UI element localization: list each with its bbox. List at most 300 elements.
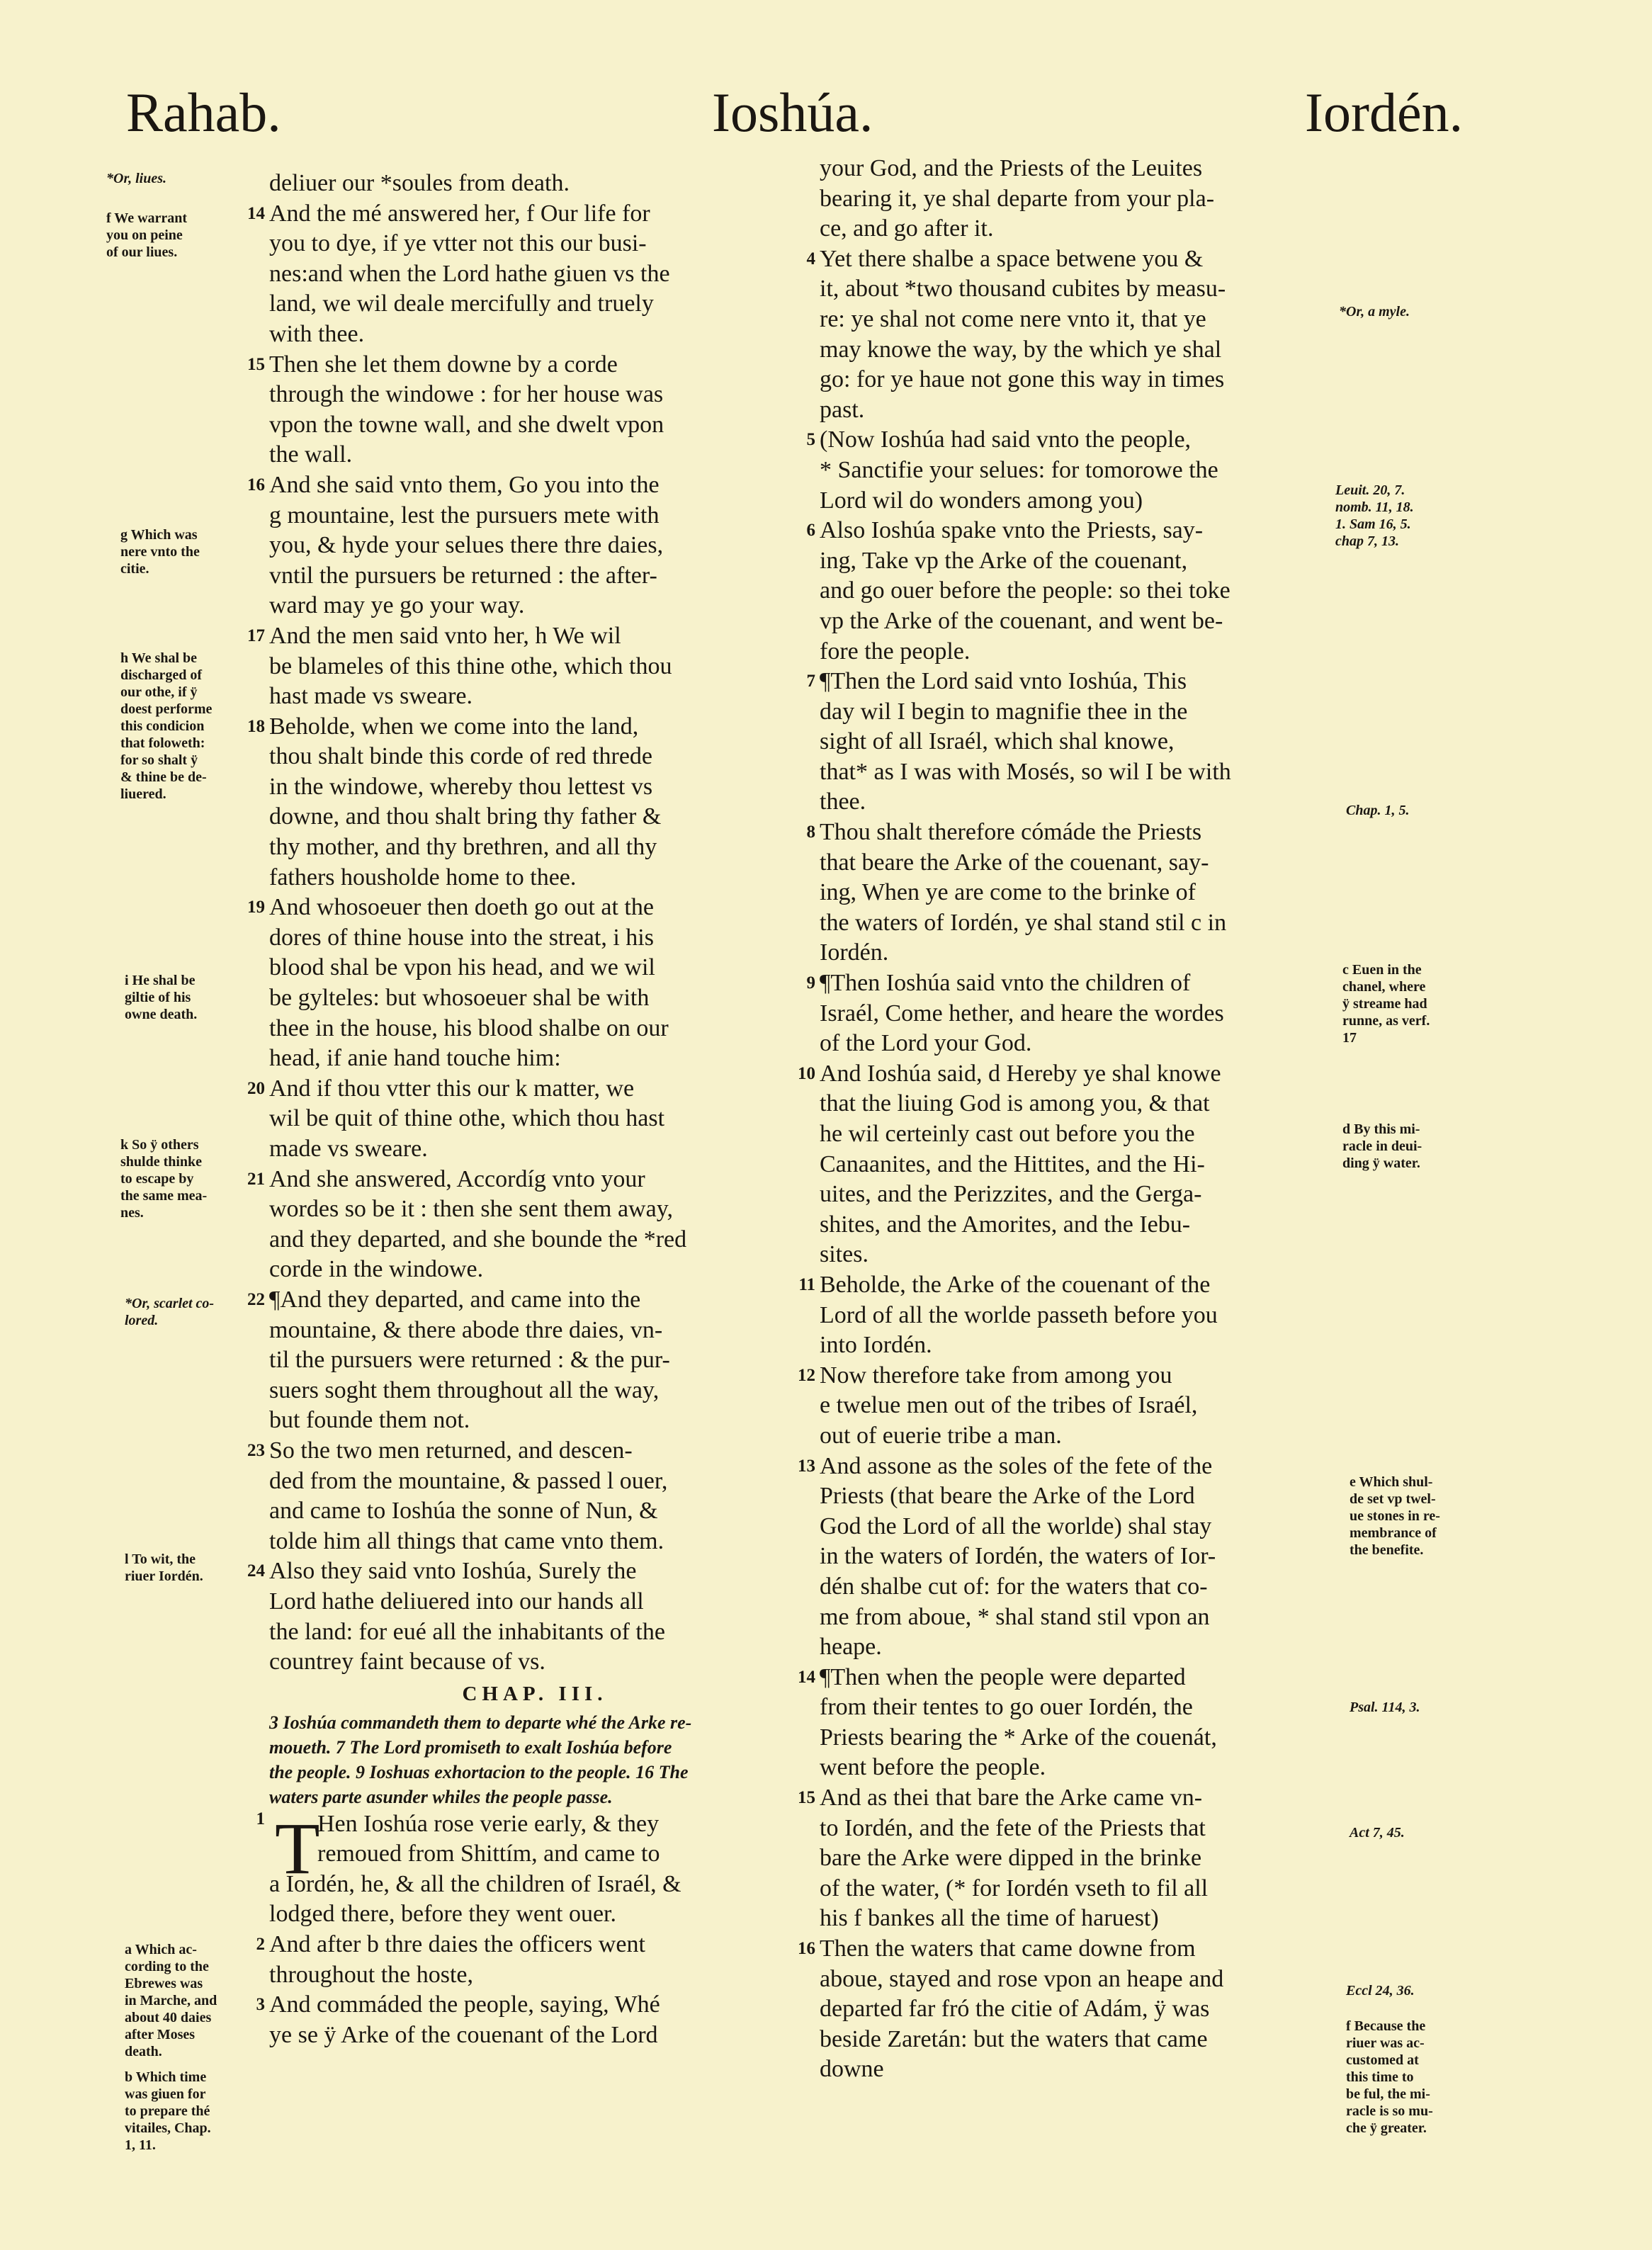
line-text: dén shalbe cut of: for the waters that co- [820, 1573, 1208, 1600]
text-line [820, 1481, 1340, 1512]
text-line [269, 501, 800, 531]
verse-number: 6 [806, 521, 815, 541]
line-text: fathers housholde home to thee. [269, 864, 577, 891]
text-line [820, 1904, 1340, 1934]
line-text: mountaine, & there abode thre daies, vn- [269, 1316, 663, 1343]
text-line [269, 531, 800, 561]
text-line [247, 199, 800, 230]
verse-number: 17 [247, 626, 265, 645]
text-line [269, 1587, 800, 1617]
line-text: day wil I begin to magnifie thee in the [820, 698, 1188, 725]
text-line [820, 1723, 1340, 1753]
line-text: vp the Arke of the couenant, and went be- [820, 607, 1223, 634]
line-text: through the windowe : for her house was [269, 381, 664, 408]
line-text: So the two men returned, and descen- [269, 1437, 633, 1464]
text-line [820, 1240, 1340, 1270]
line-text: be gylteles: but whosoeuer shal be with [269, 985, 650, 1012]
text-line [247, 350, 800, 380]
line-text: vntil the pursuers be returned : the after- [269, 562, 657, 589]
line-text: And as thei that bare the Arke came vn- [820, 1785, 1203, 1811]
line-text: Lord of all the worlde passeth before you [820, 1301, 1218, 1328]
running-head-right: Iordén. [1305, 81, 1464, 143]
line-text: ye se ÿ Arke of the couenant of the Lord [269, 2021, 658, 2048]
line-text: suers soght them throughout all the way, [269, 1376, 660, 1403]
summary-line: 3 Ioshúa commandeth them to departe whé the Arke re- [269, 1712, 692, 1733]
line-text: And if thou vtter this our k matter, we [269, 1075, 635, 1102]
text-line [269, 953, 800, 983]
line-text: with thee. [269, 320, 365, 347]
text-line [820, 395, 1340, 426]
line-text: And the mé answered her, f Our life for [269, 200, 650, 227]
line-text: remoued from Shittím, and came to [317, 1841, 660, 1867]
margin-note-act: Act 7, 45. [1350, 1825, 1405, 1841]
text-line [269, 802, 800, 832]
left-text-column [247, 169, 800, 2050]
line-text: that* as I was with Mosés, so wil I be with [820, 758, 1231, 785]
line-text: ing, When ye are come to the brinke of [820, 879, 1196, 906]
text-line [269, 983, 800, 1014]
line-text: tolde him all things that came vnto them. [269, 1527, 664, 1554]
text-line [820, 1602, 1340, 1633]
text-line [820, 1753, 1340, 1783]
text-line [269, 1406, 800, 1436]
verse-number: 16 [798, 1939, 815, 1959]
text-line [820, 1210, 1340, 1240]
line-text: vpon the towne wall, and she dwelt vpon [269, 411, 664, 438]
line-text: he wil certeinly cast out before you the [820, 1121, 1195, 1147]
verse-number: 16 [247, 475, 265, 494]
line-text: his f bankes all the time of haruest) [820, 1905, 1159, 1932]
margin-note-b: b Which time was giuen for to prepare thé vitailes, Chap. 1, 11. [125, 2069, 211, 2153]
line-text: you, & hyde your selues there thre daies, [269, 532, 664, 559]
text-line [247, 470, 800, 501]
text-line [820, 1814, 1340, 1844]
text-line [798, 1452, 1340, 1482]
text-line [820, 999, 1340, 1029]
line-text: re: ye shal not come nere vnto it, that ye [820, 305, 1206, 332]
line-text: * Sanctifie your selues: for tomorowe the [820, 456, 1218, 483]
margin-note-or-lives: *Or, liues. [106, 171, 167, 186]
line-text: And she said vnto them, Go you into the [269, 471, 660, 498]
text-line [820, 546, 1340, 577]
text-line [820, 1964, 1340, 1995]
margin-note-e: e Which shul- de set vp twel- ue stones in re- membrance of the benefite. [1350, 1474, 1440, 1558]
line-text: wil be quit of thine othe, which thou hast [269, 1105, 665, 1132]
text-line [820, 787, 1340, 818]
text-line [269, 682, 800, 712]
line-text: past. [820, 396, 865, 423]
text-line [820, 848, 1340, 878]
line-text: went before the people. [820, 1754, 1046, 1781]
text-line [798, 1361, 1340, 1391]
margin-note-l: l To wit, the riuer Iordén. [125, 1551, 203, 1584]
text-line [269, 289, 800, 320]
verse-number: 23 [247, 1440, 265, 1460]
text-line [820, 908, 1340, 939]
line-text: and go ouer before the people: so thei toke [820, 577, 1230, 604]
text-line [269, 2020, 800, 2051]
text-line [269, 320, 800, 350]
line-text: made vs sweare. [269, 1136, 428, 1162]
margin-note-or-mile: *Or, a myle. [1339, 304, 1410, 320]
line-text: thee in the house, his blood shalbe on our [269, 1014, 669, 1041]
text-line [806, 425, 1340, 456]
line-text: Yet there shalbe a space betwene you & [820, 245, 1204, 272]
line-text: Priests bearing the * Arke of the couenát, [820, 1724, 1217, 1751]
text-line [806, 244, 1340, 275]
line-text: deliuer our *soules from death. [269, 170, 570, 196]
text-line [798, 1663, 1340, 1693]
text-line [820, 456, 1340, 486]
text-line [269, 1960, 800, 1991]
text-line [820, 365, 1340, 395]
text-line [247, 1285, 800, 1316]
text-line [820, 1512, 1340, 1542]
text-line [820, 576, 1340, 606]
line-text: sight of all Israél, which shal knowe, [820, 728, 1175, 755]
verse-number: 24 [247, 1561, 265, 1581]
text-line [820, 1843, 1340, 1874]
text-line [269, 410, 800, 441]
chapter-opening-block [256, 1807, 800, 2051]
line-text: that the liuing God is among you, & that [820, 1090, 1210, 1117]
text-line [269, 1194, 800, 1225]
line-text: heape. [820, 1634, 882, 1661]
margin-note-k: k So ÿ others shulde thinke to escape by the same mea- nes. [120, 1137, 208, 1221]
text-line [269, 1044, 800, 1074]
line-text: hast made vs sweare. [269, 683, 473, 710]
verse-number: 11 [798, 1274, 815, 1294]
verse-number: 9 [806, 973, 815, 993]
line-text: from their tentes to go ouer Iordén, the [820, 1694, 1193, 1721]
text-line [269, 1134, 800, 1165]
margin-note-d: d By this mi- racle in deui- ding ÿ water. [1342, 1121, 1422, 1171]
text-line [820, 305, 1340, 335]
text-line [806, 516, 1340, 546]
line-text: beside Zaretán: but the waters that came [820, 2025, 1208, 2052]
text-line [820, 637, 1340, 667]
text-line [820, 1632, 1340, 1663]
text-line [269, 440, 800, 470]
line-text: Beholde, the Arke of the couenant of the [820, 1271, 1211, 1298]
text-line [820, 214, 1340, 244]
running-head-center: Ioshúa. [712, 81, 873, 143]
line-text: your God, and the Priests of the Leuites [820, 155, 1203, 181]
text-line [820, 274, 1340, 305]
line-text: in the waters of Iordén, the waters of Ior- [820, 1543, 1216, 1570]
line-text: til the pursuers were returned : & the pur- [269, 1347, 670, 1374]
line-text: into Iordén. [820, 1332, 932, 1359]
line-text: Lord wil do wonders among you) [820, 487, 1143, 514]
line-text: ce, and go after it. [820, 215, 994, 242]
line-text: throughout the hoste, [269, 1961, 474, 1988]
line-text: you to dye, if ye vtter not this our busi- [269, 230, 647, 257]
line-text: bearing it, ye shal departe from your pla- [820, 185, 1215, 212]
line-text: bare the Arke were dipped in the brinke [820, 1845, 1202, 1872]
line-text: thou shalt binde this corde of red threde [269, 743, 653, 770]
text-line [269, 1345, 800, 1376]
line-text: God the Lord of all the worlde) shal stay [820, 1513, 1212, 1539]
line-text: head, if anie hand touche him: [269, 1045, 561, 1072]
line-text: fore the people. [820, 638, 971, 665]
verse-number: 8 [806, 822, 815, 842]
text-line [820, 1180, 1340, 1210]
line-text: aboue, stayed and rose vpon an heape and [820, 1965, 1224, 1992]
line-text: Iordén. [820, 939, 889, 966]
verse-number: 2 [256, 1935, 265, 1955]
line-text: corde in the windowe. [269, 1256, 484, 1283]
running-head-left: Rahab. [126, 81, 281, 143]
text-line [247, 893, 800, 923]
text-line [269, 1104, 800, 1134]
line-text: be blameles of this thine othe, which thou [269, 652, 672, 679]
line-text: ¶And they departed, and came into the [269, 1286, 641, 1313]
margin-note-c: c Euen in the chanel, where ÿ streame had runne, as verf. 17 [1342, 962, 1430, 1046]
text-line [269, 229, 800, 259]
text-line [269, 1466, 800, 1497]
line-text: shites, and the Amorites, and the Iebu- [820, 1211, 1191, 1238]
line-text: out of euerie tribe a man. [820, 1422, 1062, 1449]
line-text: Priests (that beare the Arke of the Lord [820, 1483, 1195, 1510]
line-text: it, about *two thousand cubites by measu- [820, 276, 1226, 303]
margin-note-scarlet: *Or, scarlet co- lored. [125, 1296, 215, 1328]
text-line [269, 1809, 800, 1840]
chapter-summary [269, 1710, 800, 1809]
line-text: may knowe the way, by the which ye shal [820, 336, 1222, 363]
line-text: me from aboue, * shal stand stil vpon an [820, 1603, 1210, 1630]
text-line [820, 1391, 1340, 1421]
line-text: sites. [820, 1241, 869, 1268]
line-text: go: for ye haue not gone this way in times [820, 366, 1225, 393]
line-text: wordes so be it : then she sent them away, [269, 1196, 673, 1223]
line-text: And after b thre daies the officers went [269, 1931, 645, 1958]
text-line [247, 1556, 800, 1587]
text-line [269, 1496, 800, 1527]
line-text: e twelue men out of the tribes of Israél, [820, 1392, 1198, 1419]
line-text: Then the waters that came downe from [820, 1935, 1196, 1962]
line-text: Now therefore take from among you [820, 1362, 1172, 1389]
text-line [269, 652, 800, 682]
line-text: Also they said vnto Ioshúa, Surely the [269, 1558, 637, 1585]
line-text: Canaanites, and the Hittites, and the Hi- [820, 1151, 1205, 1177]
margin-note-leuit: Leuit. 20, 7. nomb. 11, 18. 1. Sam 16, 5. chap 7, 13. [1335, 482, 1414, 549]
text-line [247, 621, 800, 652]
left-verses-block [247, 169, 800, 1678]
verse-number: 7 [806, 672, 815, 691]
line-text: g mountaine, lest the pursuers mete with [269, 502, 660, 528]
text-line [247, 712, 800, 742]
text-line [269, 1617, 800, 1648]
text-line [269, 742, 800, 772]
line-text: ward may ye go your way. [269, 592, 525, 619]
text-line [247, 1074, 800, 1104]
text-line [269, 863, 800, 893]
line-text: that beare the Arke of the couenant, say- [820, 849, 1209, 876]
line-text: thy mother, and thy brethren, and all thy [269, 834, 657, 861]
text-line [820, 1421, 1340, 1452]
text-line [820, 1692, 1340, 1723]
line-text: And the men said vnto her, h We wil [269, 622, 621, 649]
line-text: but founde them not. [269, 1407, 470, 1434]
margin-note-g: g Which was nere vnto the citie. [120, 527, 200, 577]
line-text: Israél, Come hether, and heare the wordes [820, 1000, 1224, 1027]
line-text: Thou shalt therefore cómáde the Priests [820, 819, 1202, 846]
line-text: ¶Then the Lord said vnto Ioshúa, This [820, 668, 1187, 695]
verse-number: 18 [247, 716, 265, 736]
text-line [820, 1330, 1340, 1361]
line-text: Also Ioshúa spake vnto the Priests, say- [820, 517, 1204, 544]
text-line [269, 259, 800, 290]
text-line [256, 1930, 800, 1960]
verse-number: 12 [798, 1365, 815, 1385]
line-text: of the Lord your God. [820, 1030, 1032, 1057]
right-text-column [798, 154, 1340, 2085]
line-text: ded from the mountaine, & passed l ouer, [269, 1467, 668, 1494]
text-line [820, 1089, 1340, 1119]
line-text: uites, and the Perizzites, and the Gerga- [820, 1181, 1202, 1208]
margin-note-f-right: f Because the riuer was ac- customed at this time to be ful, the mi- racle is so mu- che ÿ greater. [1346, 2018, 1433, 2136]
verse-number: 14 [247, 203, 265, 223]
line-text: And commáded the people, saying, Whé [269, 1991, 660, 2018]
text-line [820, 154, 1340, 184]
margin-note-a: a Which ac- cording to the Ebrewes was in Marche, and about 40 daies after Moses death. [125, 1942, 217, 2059]
verse-number: 13 [798, 1456, 815, 1476]
text-line [806, 968, 1340, 999]
text-line [820, 335, 1340, 366]
verse-number: 3 [256, 1995, 265, 2015]
text-line [820, 757, 1340, 788]
text-line [806, 667, 1340, 697]
margin-note-h: h We shal be discharged of our othe, if ÿ doest performe this condicion that foloweth: for so shalt ÿ & thine be de- liuered. [120, 650, 213, 802]
line-text: departed far fró the citie of Adám, ÿ was [820, 1996, 1210, 2023]
text-line [820, 1301, 1340, 1331]
text-line [798, 1783, 1340, 1814]
line-text: to Iordén, and the fete of the Priests that [820, 1814, 1206, 1841]
line-text: And whosoeuer then doeth go out at the [269, 894, 654, 921]
verse-number: 10 [798, 1063, 815, 1083]
line-text: ing, Take vp the Arke of the couenant, [820, 547, 1188, 574]
text-line [256, 1990, 800, 2020]
margin-note-chap: Chap. 1, 5. [1346, 803, 1410, 818]
text-line [269, 380, 800, 410]
text-line [820, 1542, 1340, 1572]
verse-number: 20 [247, 1078, 265, 1098]
text-line [269, 923, 800, 954]
text-line [820, 184, 1340, 215]
line-text: land, we wil deale mercifully and truely [269, 290, 654, 317]
line-text: dores of thine house into the streat, i his [269, 924, 654, 951]
text-line [820, 606, 1340, 637]
text-line [269, 1255, 800, 1285]
verse-number-1: 1 [256, 1809, 265, 1828]
verse-number: 5 [806, 430, 815, 450]
text-line [820, 1029, 1340, 1059]
line-text: lodged there, before they went ouer. [269, 1901, 616, 1928]
line-text: Hen Ioshúa rose verie early, & they [317, 1810, 660, 1837]
verse-number: 21 [247, 1169, 265, 1189]
line-text: the land: for eué all the inhabitants of the [269, 1618, 665, 1645]
line-text: thee. [820, 788, 866, 815]
text-line [820, 2025, 1340, 2055]
line-text: ¶Then Ioshúa said vnto the children of [820, 970, 1191, 997]
line-text: downe [820, 2056, 884, 2083]
text-line [269, 832, 800, 863]
text-line [247, 1436, 800, 1466]
margin-note-eccl: Eccl 24, 36. [1346, 1983, 1415, 1999]
text-line [820, 1994, 1340, 2025]
line-text: the wall. [269, 441, 353, 468]
text-line [269, 1376, 800, 1406]
text-line [820, 938, 1340, 968]
text-line [269, 169, 800, 199]
text-line [820, 878, 1340, 908]
text-line [269, 1839, 800, 1870]
text-line [820, 486, 1340, 516]
text-line [269, 591, 800, 621]
text-line [820, 1119, 1340, 1150]
line-text: blood shal be vpon his head, and we wil [269, 954, 655, 981]
line-text: And Ioshúa said, d Hereby ye shal knowe [820, 1060, 1221, 1087]
line-text: in the windowe, whereby thou lettest vs [269, 773, 653, 800]
line-text: of the water, (* for Iordén vseth to fil all [820, 1875, 1209, 1901]
text-line [269, 1014, 800, 1044]
line-text: Beholde, when we come into the land, [269, 713, 639, 740]
text-line [820, 697, 1340, 728]
line-text: downe, and thou shalt bring thy father & [269, 803, 662, 830]
verse-number: 15 [798, 1788, 815, 1808]
text-line [269, 1225, 800, 1255]
line-text: the waters of Iordén, ye shal stand stil c in [820, 909, 1227, 936]
chapter-heading: CHAP. III. [462, 1682, 608, 1705]
text-line [798, 1059, 1340, 1090]
text-line [269, 1870, 800, 1900]
line-text: a Iordén, he, & all the children of Israél, & [269, 1870, 681, 1897]
line-text: Lord hathe deliuered into our hands all [269, 1588, 644, 1615]
summary-line: the people. 9 Ioshuas exhortacion to the people. 16 The [269, 1761, 689, 1782]
text-line [269, 1647, 800, 1678]
margin-note-psal: Psal. 114, 3. [1350, 1700, 1420, 1715]
text-line [269, 1527, 800, 1557]
text-line [820, 1874, 1340, 1904]
line-text: and came to Ioshúa the sonne of Nun, & [269, 1498, 658, 1525]
text-line [820, 1572, 1340, 1602]
line-text: nes:and when the Lord hathe giuen vs the [269, 260, 670, 287]
text-line [798, 1934, 1340, 1964]
text-line [820, 727, 1340, 757]
text-line [806, 818, 1340, 848]
verse-number: 22 [247, 1289, 265, 1309]
text-line [798, 1270, 1340, 1301]
summary-line: waters parte asunder whiles the people passe. [269, 1786, 613, 1807]
verse-number: 14 [798, 1667, 815, 1687]
text-line [269, 1316, 800, 1346]
line-text: countrey faint because of vs. [269, 1649, 545, 1675]
line-text: And assone as the soles of the fete of the [820, 1452, 1213, 1479]
verse-number: 4 [806, 249, 815, 268]
line-text: (Now Ioshúa had said vnto the people, [820, 426, 1192, 453]
text-line [820, 2054, 1340, 2085]
text-line [269, 561, 800, 592]
verse-number: 15 [247, 354, 265, 374]
text-line [269, 1899, 800, 1930]
line-text: And she answered, Accordíg vnto your [269, 1165, 645, 1192]
margin-note-f: f We warrant you on peine of our liues. [106, 210, 188, 260]
line-text: ¶Then when the people were departed [820, 1663, 1186, 1690]
line-text: Then she let them downe by a corde [269, 351, 618, 378]
text-line [820, 1150, 1340, 1180]
drop-cap: T [275, 1807, 320, 1889]
text-line [269, 772, 800, 803]
